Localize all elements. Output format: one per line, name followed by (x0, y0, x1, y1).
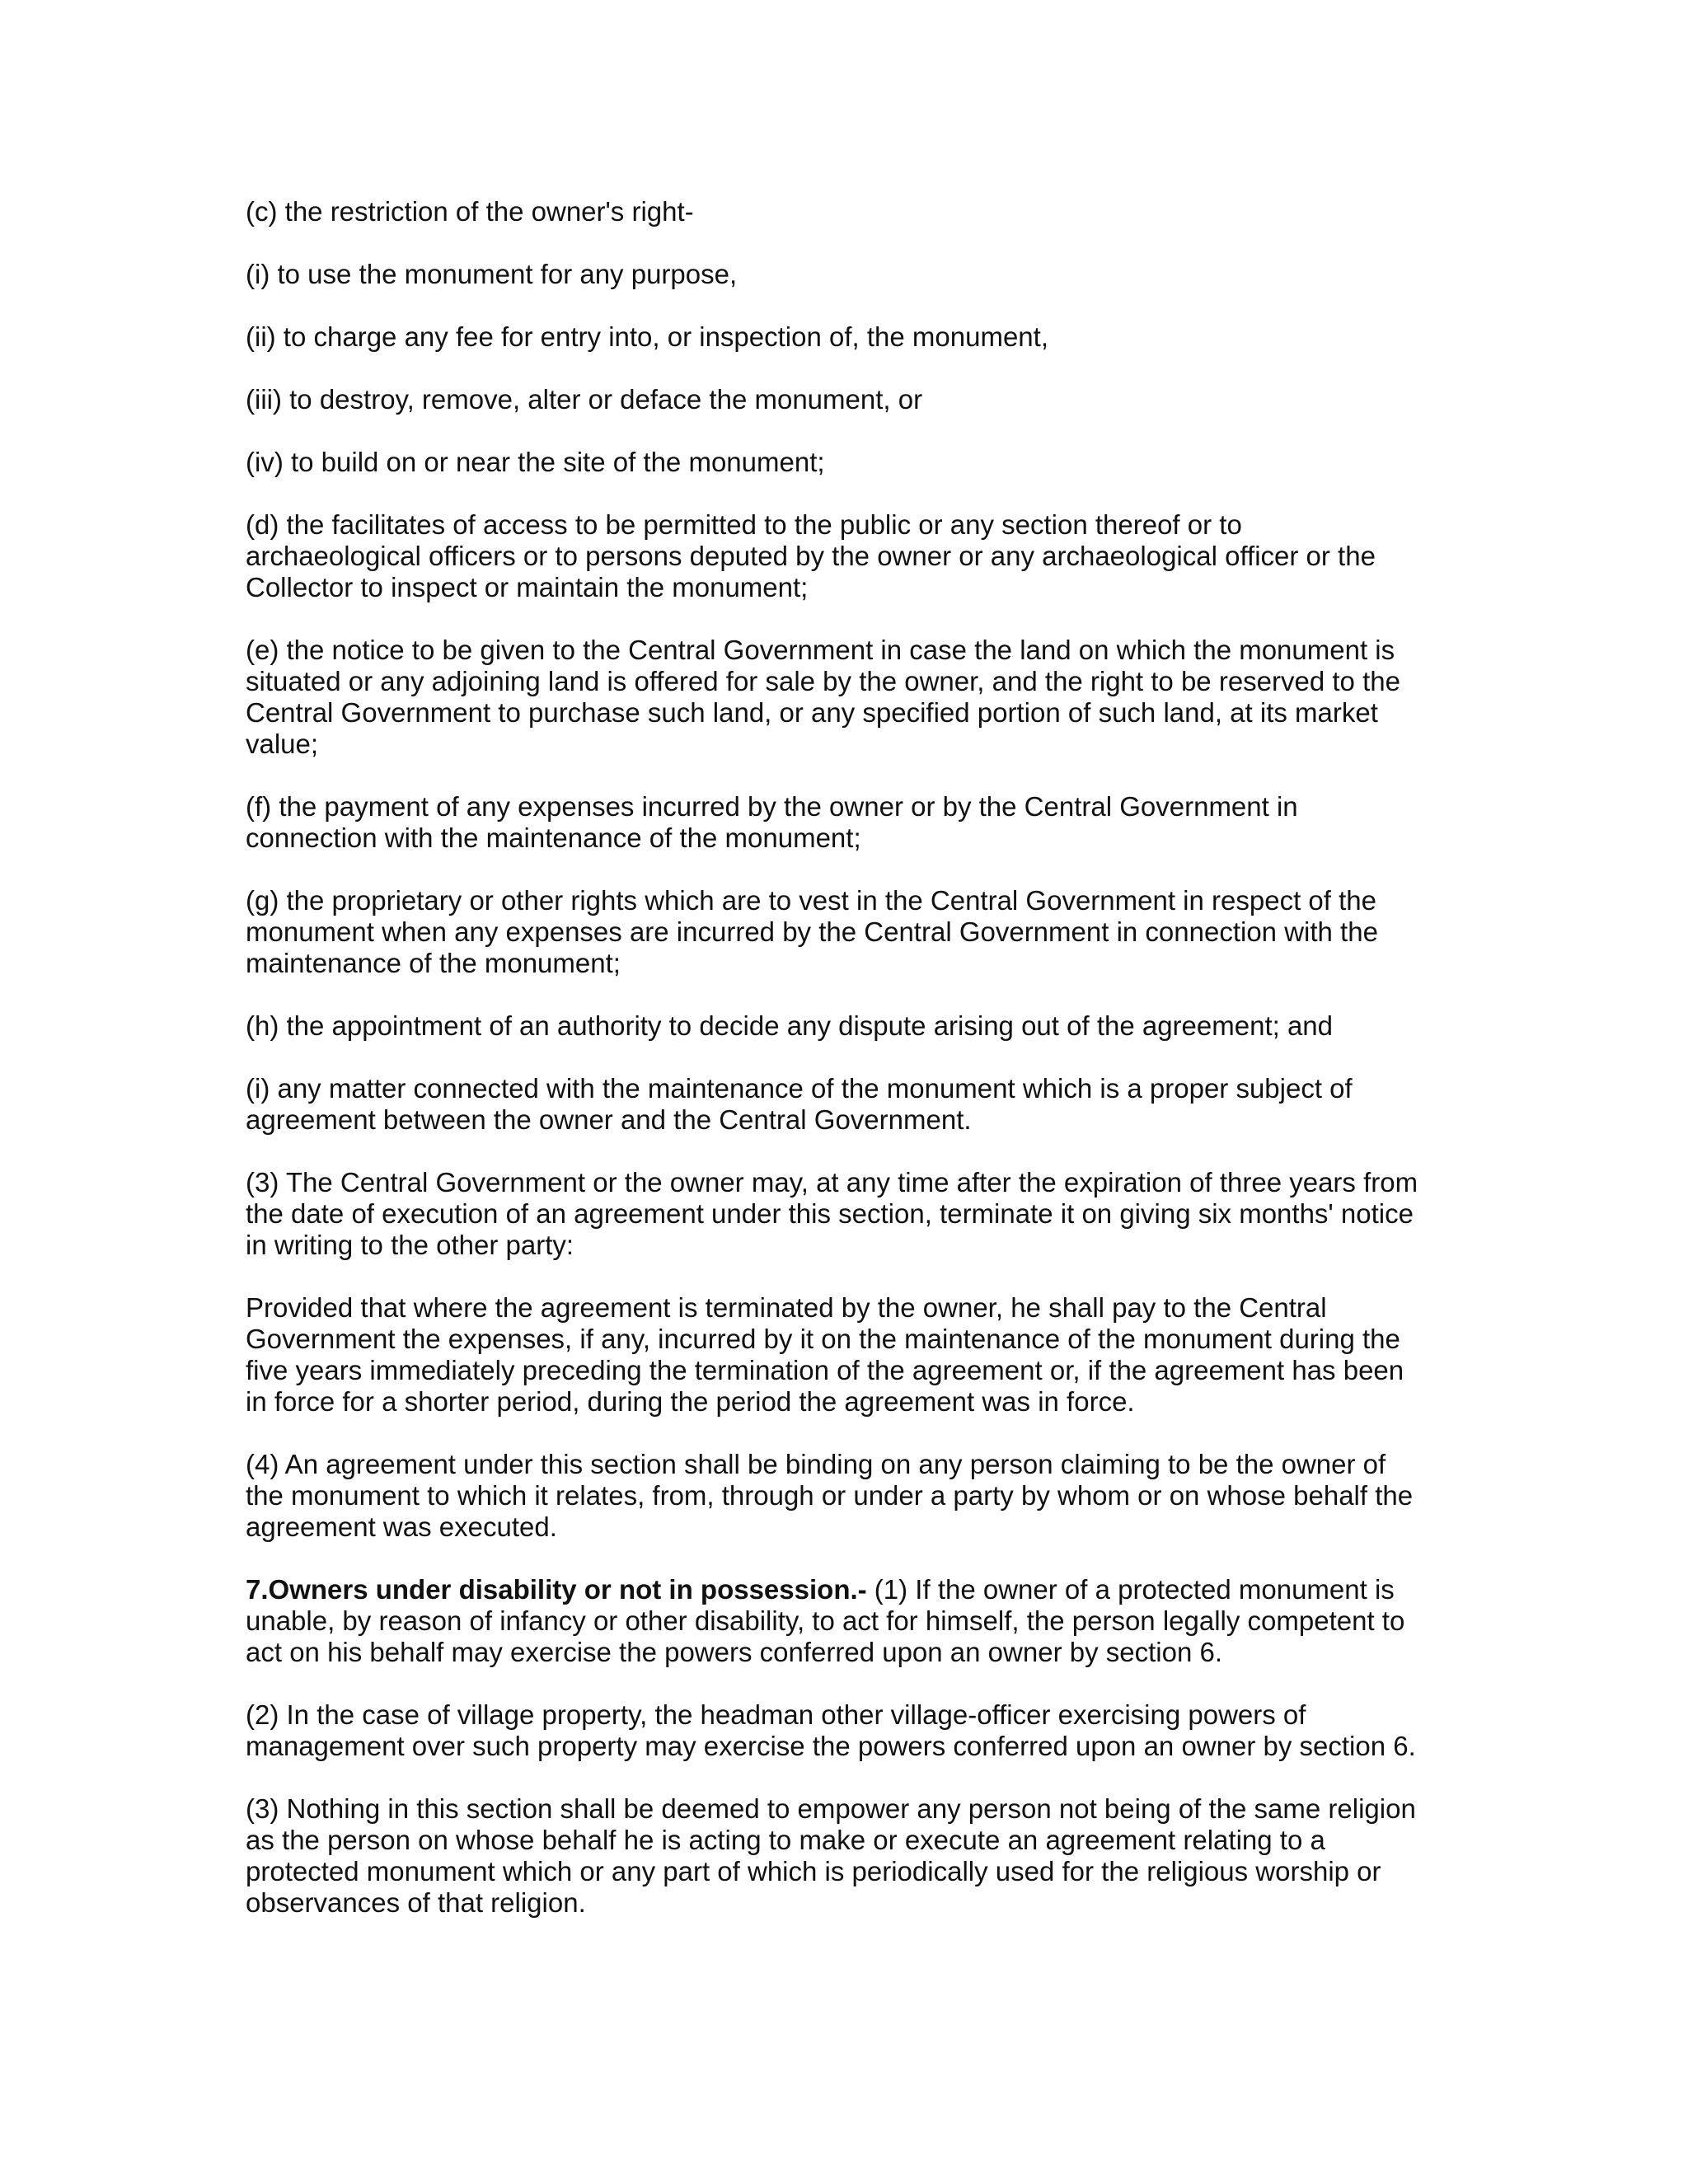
section-7-subsection-3: (3) Nothing in this section shall be deemed to empower any person not being of the same religion as the person on whose behalf he is acting to make or execute an agreement relating to a protected monument which or any part of which is periodically used for the religious worship or observances of that religion. (246, 1793, 1416, 1918)
clause-c: (c) the restriction of the owner's right- (246, 196, 694, 227)
clause-e: (e) the notice to be given to the Central Government in case the land on which the monument is situated or any adjoining land is offered for sale by the owner, and the right to be reserved to the Central Government to purchase such land, or any specified portion of such land, at its market value; (246, 635, 1400, 759)
clause-c-iv: (iv) to build on or near the site of the monument; (246, 447, 825, 477)
section-7-heading: 7.Owners under disability or not in possession.- (246, 1574, 867, 1605)
clause-c-ii: (ii) to charge any fee for entry into, or inspection of, the monument, (246, 321, 1048, 352)
clause-f: (f) the payment of any expenses incurred by the owner or by the Central Government in connection with the maintenance of the monument; (246, 791, 1298, 853)
clause-c-i: (i) to use the monument for any purpose, (246, 259, 738, 289)
subsection-3: (3) The Central Government or the owner may, at any time after the expiration of three years from the date of execution of an agreement under this section, terminate it on giving six months' notice in writing to the other party: (246, 1167, 1418, 1260)
clause-c-iii: (iii) to destroy, remove, alter or deface the monument, or (246, 384, 923, 415)
clause-d: (d) the facilitates of access to be permitted to the public or any section thereof or to archaeological officers or to persons deputed by the owner or any archaeological officer or the Collector to inspect or maintain the monument; (246, 509, 1376, 602)
section-7-subsection-2: (2) In the case of village property, the headman other village-officer exercising powers of management over such property may exercise the powers conferred upon an owner by section 6. (246, 1699, 1416, 1761)
document-body (246, 196, 1451, 1950)
clause-g: (g) the proprietary or other rights which are to vest in the Central Government in respect of the monument when any expenses are incurred by the Central Government in connection with the maintenance of the monument; (246, 885, 1378, 978)
clause-i: (i) any matter connected with the maintenance of the monument which is a proper subject of agreement between the owner and the Central Government. (246, 1073, 1353, 1135)
clause-h: (h) the appointment of an authority to decide any dispute arising out of the agreement; and (246, 1010, 1334, 1041)
section-7-subsection-1-text: (1) If the owner of a protected monument is unable, by reason of infancy or other disability, to act for himself, the person legally competent to act on his behalf may exercise the powers conferred upon an owner by section 6. (246, 1574, 1405, 1667)
proviso: Provided that where the agreement is terminated by the owner, he shall pay to the Central Government the expenses, if any, incurred by it on the maintenance of the monument during the five years immediately preceding the termination of the agreement or, if the agreement has been in force for a shorter period, during the period the agreement was in force. (246, 1292, 1404, 1417)
subsection-4: (4) An agreement under this section shall be binding on any person claiming to be the owner of the monument to which it relates, from, through or under a party by whom or on whose behalf the agreement was executed. (246, 1449, 1414, 1542)
section-7-subsection-1 (246, 1574, 1451, 1668)
